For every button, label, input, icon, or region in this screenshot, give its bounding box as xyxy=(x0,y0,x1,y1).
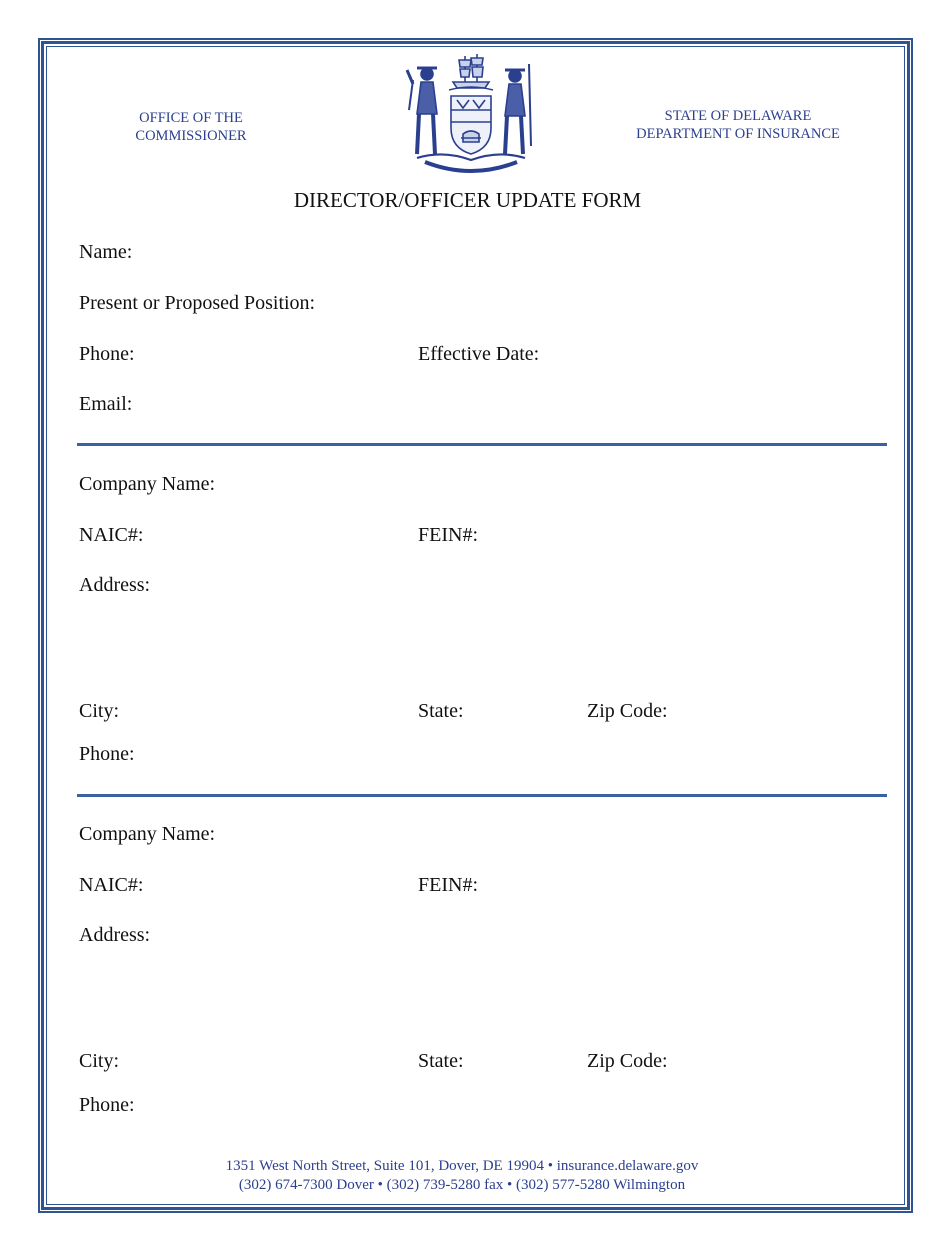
footer-address-line: 1351 West North Street, Suite 101, Dover, DE 19904 • insurance.delaware.gov xyxy=(225,1158,699,1174)
naic-label: NAIC#: xyxy=(79,524,144,546)
section-divider xyxy=(77,443,887,446)
city-label: City: xyxy=(79,1050,120,1072)
header-right-line1: STATE OF DELAWARE xyxy=(664,108,812,124)
email-label: Email: xyxy=(79,393,133,415)
header-left-line1: OFFICE OF THE xyxy=(139,110,243,126)
form-title: DIRECTOR/OFFICER UPDATE FORM xyxy=(293,188,642,212)
state-label: State: xyxy=(418,1050,464,1072)
office-of-commissioner-heading xyxy=(110,109,272,145)
zip-code-label: Zip Code: xyxy=(587,1050,668,1072)
effective-date-label: Effective Date: xyxy=(418,343,540,365)
footer-contact-info xyxy=(0,1157,924,1195)
fein-label: FEIN#: xyxy=(418,874,478,896)
fein-label: FEIN#: xyxy=(418,524,478,546)
state-label: State: xyxy=(418,700,464,722)
city-label: City: xyxy=(79,700,120,722)
zip-code-label: Zip Code: xyxy=(587,700,668,722)
company-name-label: Company Name: xyxy=(79,823,216,845)
name-label: Name: xyxy=(79,241,133,263)
header-left-line2: COMMISSIONER xyxy=(135,128,247,144)
position-label: Present or Proposed Position: xyxy=(79,292,316,314)
header-right-line2: DEPARTMENT OF INSURANCE xyxy=(636,126,840,142)
naic-label: NAIC#: xyxy=(79,874,144,896)
company-name-label: Company Name: xyxy=(79,473,216,495)
company-phone-label: Phone: xyxy=(79,1094,135,1116)
page-border-inner xyxy=(46,46,905,1205)
phone-label: Phone: xyxy=(79,343,135,365)
state-of-delaware-heading xyxy=(612,107,864,143)
address-label: Address: xyxy=(79,574,151,596)
section-divider xyxy=(77,794,887,797)
company-phone-label: Phone: xyxy=(79,743,135,765)
address-label: Address: xyxy=(79,924,151,946)
footer-phone-line: (302) 674-7300 Dover • (302) 739-5280 fax • (302) 577-5280 Wilmington xyxy=(238,1177,686,1193)
delaware-state-seal-icon xyxy=(403,50,539,178)
